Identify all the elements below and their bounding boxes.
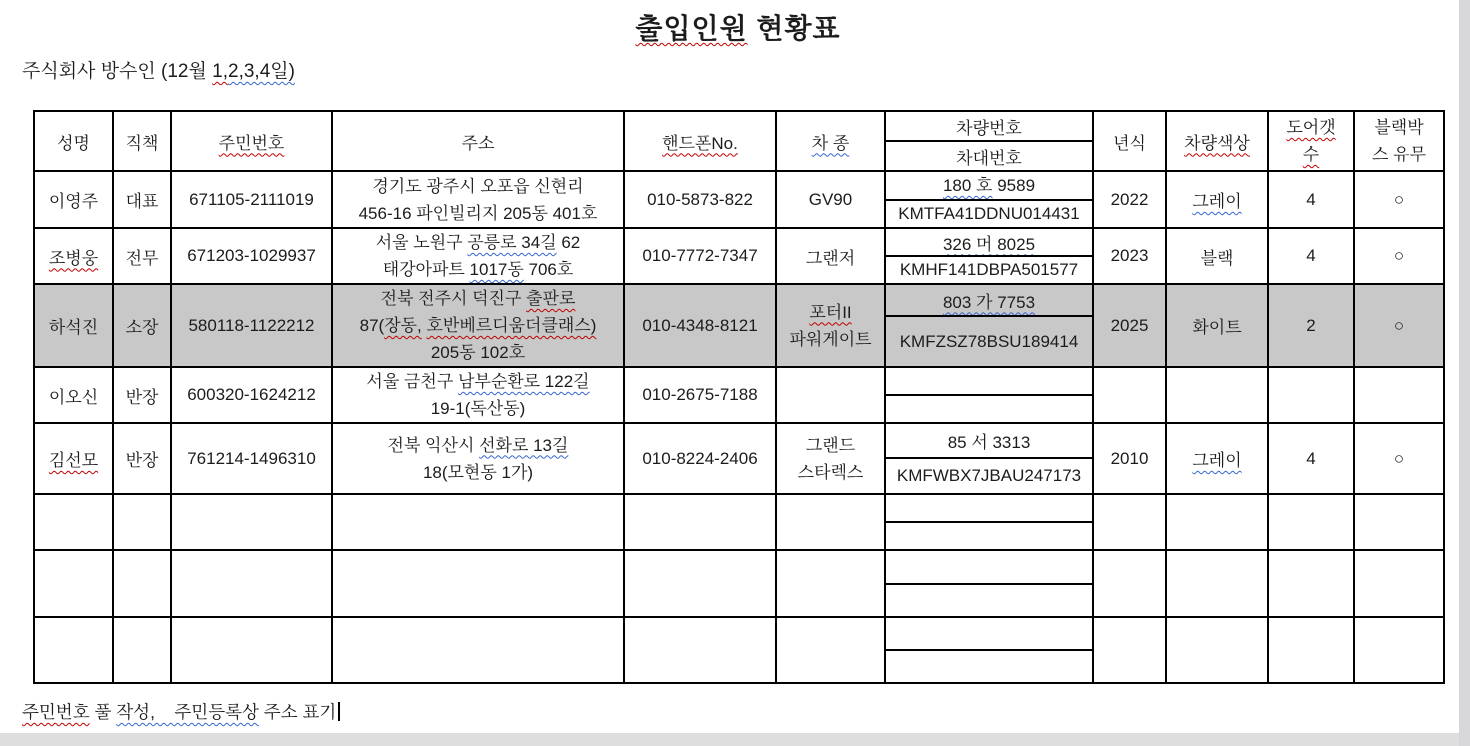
cell-rrn[interactable]: 761214-1496310 (171, 423, 332, 494)
cell-rrn[interactable]: 580118-1122212 (171, 284, 332, 367)
cell-plate-no[interactable] (885, 550, 1093, 584)
cell-blackbox[interactable]: ○ (1354, 228, 1444, 284)
cell-phone[interactable]: 010-2675-7188 (624, 367, 776, 423)
cell-car-type[interactable] (776, 617, 885, 683)
address-line: 19-1(독산동) (430, 399, 526, 418)
cell-position[interactable]: 전무 (113, 228, 171, 284)
cell-address[interactable] (332, 367, 624, 423)
header-year[interactable]: 년식 (1093, 111, 1166, 171)
cell-rrn[interactable]: 671203-1029937 (171, 228, 332, 284)
cell-car-type[interactable]: 그랜저 (776, 228, 885, 284)
cell-door-count[interactable] (1268, 494, 1354, 550)
cell-address[interactable] (332, 423, 624, 494)
empty-row-8 (34, 617, 1444, 650)
cell-door-count[interactable]: 4 (1268, 171, 1354, 228)
cell-position[interactable] (113, 617, 171, 683)
cell-door-count[interactable]: 4 (1268, 423, 1354, 494)
person-row-1 (34, 171, 1444, 200)
cell-address[interactable] (332, 617, 624, 683)
cell-position[interactable]: 소장 (113, 284, 171, 367)
cell-chassis-no[interactable]: KMHF141DBPA501577 (885, 256, 1093, 284)
cell-position[interactable] (113, 550, 171, 617)
window-edge-right (1459, 0, 1470, 746)
cell-address[interactable] (332, 171, 624, 228)
cell-car-type[interactable] (776, 367, 885, 423)
cell-address[interactable] (332, 550, 624, 617)
cell-car-color[interactable] (1166, 171, 1268, 228)
header-door-count-line1: 도어갯 (1286, 118, 1336, 137)
text-cursor (338, 702, 340, 721)
address-line: 205동 102호 (430, 343, 526, 362)
cell-name[interactable] (34, 494, 113, 550)
plate-segment: 9589 (992, 176, 1036, 195)
cell-rrn[interactable]: 671105-2111019 (171, 171, 332, 228)
cell-chassis-no[interactable]: KMFWBX7JBAU247173 (885, 458, 1093, 494)
cell-position[interactable]: 반장 (113, 367, 171, 423)
cell-year[interactable] (1093, 494, 1166, 550)
cell-blackbox[interactable]: ○ (1354, 423, 1444, 494)
cell-blackbox[interactable] (1354, 617, 1444, 683)
addr-segment: 전북 익산시 (387, 435, 480, 455)
cell-car-type[interactable]: GV90 (776, 171, 885, 228)
addr-segment: 전북 전주시 덕진구 (380, 289, 527, 308)
footer-note[interactable] (22, 699, 340, 724)
cell-rrn[interactable]: 600320-1624212 (171, 367, 332, 423)
cell-position[interactable] (113, 494, 171, 550)
person-row-3 (34, 284, 1444, 316)
addr-segment: 706호 (523, 260, 574, 279)
cell-name[interactable] (34, 228, 113, 284)
cell-plate-no[interactable] (885, 228, 1093, 256)
plate-segment: 180 호 (942, 176, 993, 195)
subtitle[interactable] (22, 56, 295, 83)
cell-car-color[interactable] (1166, 550, 1268, 617)
cell-chassis-no[interactable] (885, 395, 1093, 423)
header-door-count[interactable] (1268, 111, 1354, 171)
personnel-table (33, 110, 1445, 684)
car-color-text: 그레이 (1192, 192, 1242, 211)
name-text: 김선모 (48, 451, 99, 470)
empty-row-6 (34, 494, 1444, 522)
header-plate-no[interactable]: 차량번호 (885, 111, 1093, 141)
cell-blackbox[interactable] (1354, 550, 1444, 617)
addr-segment: 태강아파트 (382, 260, 470, 279)
header-car-color-label: 차량색상 (1184, 133, 1250, 153)
cell-car-type[interactable] (776, 423, 885, 494)
window-edge-bottom (0, 733, 1470, 746)
header-chassis-no[interactable]: 차대번호 (885, 141, 1093, 171)
cell-name[interactable] (34, 550, 113, 617)
cell-car-type[interactable] (776, 494, 885, 550)
cell-car-color[interactable] (1166, 617, 1268, 683)
cell-car-color[interactable] (1166, 367, 1268, 423)
header-blackbox-line2: 스 유무 (1372, 145, 1426, 164)
car-type-line2: 파워게이트 (789, 329, 872, 349)
addr-segment: 남부순환로 122길 (457, 372, 590, 391)
addr-segment: 서울 노원구 (375, 233, 468, 252)
person-row-5 (34, 423, 1444, 458)
footer-segment: 작성, 주민등록상 (116, 702, 259, 722)
cell-phone[interactable]: 010-7772-7347 (624, 228, 776, 284)
addr-segment: 공릉로 34길 (467, 233, 557, 252)
cell-address[interactable] (332, 494, 624, 550)
footer-segment: 주민번호 (22, 702, 90, 722)
cell-year[interactable]: 2025 (1093, 284, 1166, 367)
address-line: 경기도 광주시 오포읍 신현리 (372, 176, 584, 196)
header-name[interactable]: 성명 (34, 111, 113, 171)
header-door-count-line2: 수 (1302, 145, 1320, 164)
cell-phone[interactable] (624, 494, 776, 550)
cell-car-color[interactable] (1166, 423, 1268, 494)
cell-door-count[interactable] (1268, 617, 1354, 683)
cell-door-count[interactable]: 2 (1268, 284, 1354, 367)
header-car-type[interactable] (776, 111, 885, 171)
cell-chassis-no[interactable]: KMTFA41DDNU014431 (885, 200, 1093, 228)
cell-phone[interactable]: 010-5873-822 (624, 171, 776, 228)
cell-address[interactable] (332, 228, 624, 284)
footer-segment: 주소 표기 (258, 702, 337, 722)
cell-car-type[interactable] (776, 550, 885, 617)
cell-plate-no[interactable]: 85 서 3313 (885, 423, 1093, 458)
cell-rrn[interactable] (171, 494, 332, 550)
addr-segment: 선화로 13길 (479, 435, 569, 455)
subtitle-segment: 2,3,4일) (228, 61, 295, 82)
header-car-type-label: 차 종 (811, 133, 850, 153)
person-row-2 (34, 228, 1444, 256)
cell-blackbox[interactable]: ○ (1354, 284, 1444, 367)
cell-plate-no[interactable] (885, 617, 1093, 650)
addr-segment: 서울 금천구 (366, 372, 458, 391)
cell-car-type[interactable] (776, 284, 885, 367)
cell-position[interactable]: 반장 (113, 423, 171, 494)
cell-phone[interactable] (624, 617, 776, 683)
footer-segment: 풀 (89, 702, 117, 722)
cell-phone[interactable] (624, 550, 776, 617)
addr-segment: 호반베르디움더클래스) (426, 316, 597, 335)
cell-name[interactable]: 이영주 (34, 171, 113, 228)
title-rest-text: 현황표 (747, 13, 841, 44)
cell-rrn[interactable] (171, 617, 332, 683)
cell-blackbox[interactable] (1354, 367, 1444, 423)
addr-segment: 출판로 (526, 289, 576, 308)
cell-year[interactable] (1093, 367, 1166, 423)
cell-address[interactable] (332, 284, 624, 367)
cell-position[interactable]: 대표 (113, 171, 171, 228)
header-rrn[interactable] (171, 111, 332, 171)
cell-chassis-no[interactable] (885, 584, 1093, 617)
address-line: 18(모현동 1가) (422, 462, 534, 482)
addr-segment: 1017동 (469, 260, 524, 279)
title-marked-text: 출입인원 (635, 13, 748, 44)
car-type-line1: 그랜드 (805, 435, 856, 455)
name-text: 조병웅 (48, 248, 99, 268)
header-row (34, 111, 1444, 141)
empty-row-7 (34, 550, 1444, 584)
plate-segment: 803 가 7753 (942, 292, 1036, 312)
header-blackbox-line1: 블랙박 (1374, 118, 1424, 137)
cell-name[interactable] (34, 423, 113, 494)
header-rrn-label: 주민번호 (218, 133, 285, 153)
header-address[interactable]: 주소 (332, 111, 624, 171)
page-title[interactable] (33, 7, 1443, 47)
cell-blackbox[interactable] (1354, 494, 1444, 550)
person-row-4 (34, 367, 1444, 395)
cell-name[interactable]: 이오신 (34, 367, 113, 423)
cell-plate-no[interactable] (885, 367, 1093, 395)
cell-chassis-no[interactable] (885, 522, 1093, 550)
cell-year[interactable]: 2022 (1093, 171, 1166, 228)
cell-door-count[interactable]: 4 (1268, 228, 1354, 284)
plate-segment: 326 머 8025 (942, 234, 1036, 254)
cell-year[interactable]: 2023 (1093, 228, 1166, 284)
addr-segment: 87( (359, 316, 385, 335)
car-type-line2: 스타렉스 (797, 462, 864, 482)
cell-car-color[interactable] (1166, 494, 1268, 550)
header-car-color[interactable] (1166, 111, 1268, 171)
cell-door-count[interactable] (1268, 550, 1354, 617)
car-color-text: 그레이 (1192, 451, 1242, 470)
addr-segment: 62 (556, 233, 581, 252)
cell-year[interactable]: 2010 (1093, 423, 1166, 494)
cell-year[interactable] (1093, 550, 1166, 617)
header-phone[interactable] (624, 111, 776, 171)
address-line: 456-16 파인빌리지 205동 401호 (358, 203, 598, 223)
cell-rrn[interactable] (171, 550, 332, 617)
cell-door-count[interactable] (1268, 367, 1354, 423)
cell-blackbox[interactable]: ○ (1354, 171, 1444, 228)
cell-chassis-no[interactable]: KMFZSZ78BSU189414 (885, 316, 1093, 367)
cell-plate-no[interactable] (885, 494, 1093, 522)
cell-year[interactable] (1093, 617, 1166, 683)
subtitle-segment: 1, (212, 61, 228, 82)
addr-segment: 장동, (384, 316, 422, 335)
cell-plate-no[interactable] (885, 284, 1093, 316)
cell-name[interactable]: 하석진 (34, 284, 113, 367)
car-type-line1: 포터II (809, 302, 852, 322)
header-blackbox[interactable] (1354, 111, 1444, 171)
cell-chassis-no[interactable] (885, 650, 1093, 683)
cell-phone[interactable]: 010-4348-8121 (624, 284, 776, 367)
cell-name[interactable] (34, 617, 113, 683)
cell-car-color[interactable]: 화이트 (1166, 284, 1268, 367)
subtitle-segment: 주식회사 방수인 (12월 (22, 61, 213, 82)
cell-phone[interactable]: 010-8224-2406 (624, 423, 776, 494)
header-phone-label: 핸드폰No. (662, 133, 738, 153)
header-position[interactable]: 직책 (113, 111, 171, 171)
cell-car-color[interactable]: 블랙 (1166, 228, 1268, 284)
cell-plate-no[interactable] (885, 171, 1093, 200)
